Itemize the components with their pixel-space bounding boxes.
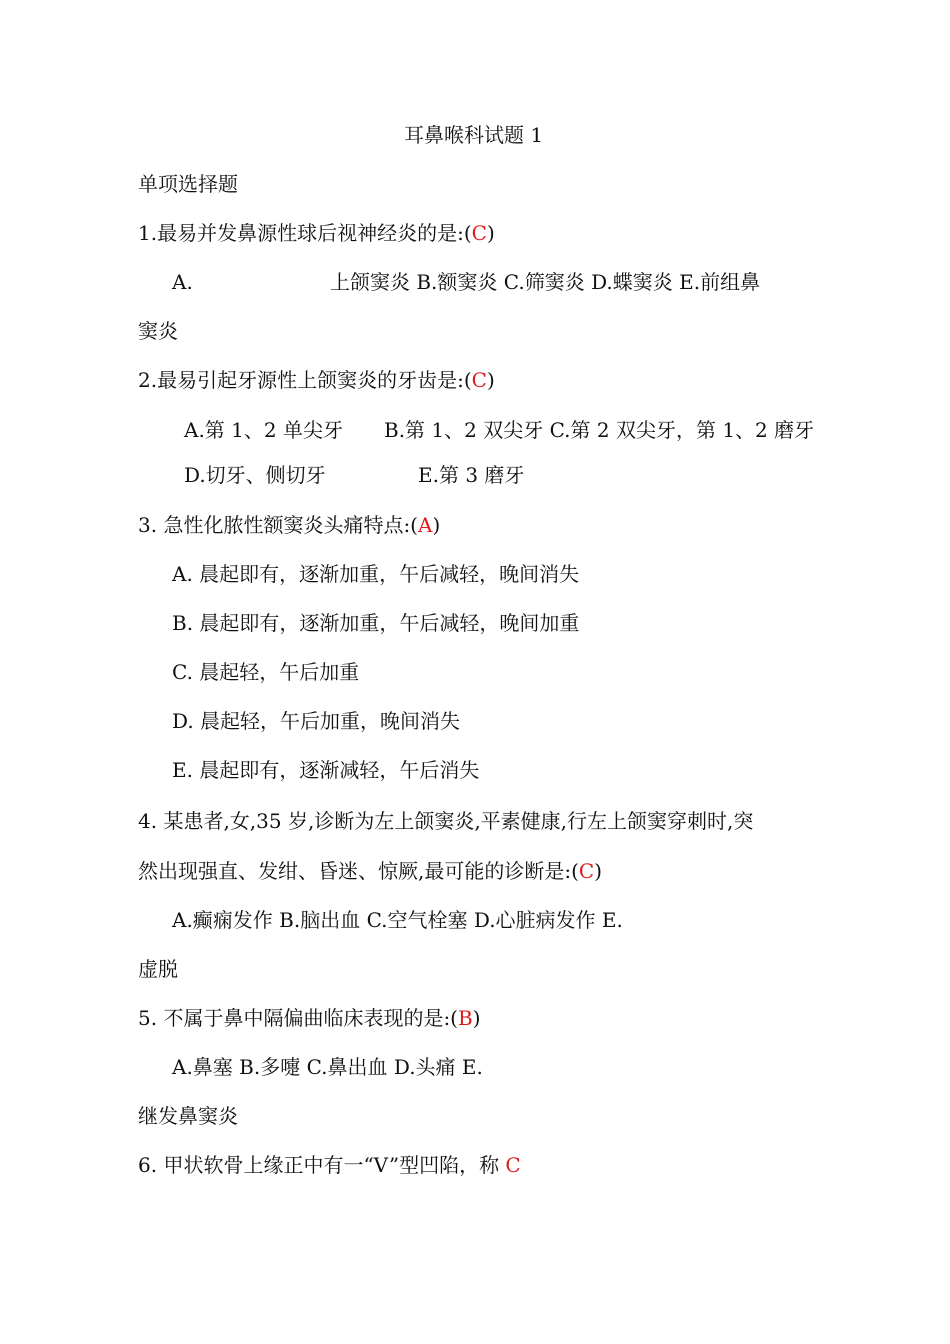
question-text: 然出现强直、发绀、昏迷、惊厥,最可能的诊断是:( [138, 859, 579, 883]
question-close: ) [486, 221, 495, 245]
question-3-option-e: E. 晨起即有，逐渐减轻，午后消失 [172, 758, 480, 782]
question-text: 6. 甲状软骨上缘正中有一“V”型凹陷，称 [138, 1153, 506, 1177]
question-text: 2.最易引起牙源性上颌窦炎的牙齿是:( [138, 368, 472, 392]
question-close: ) [472, 1006, 481, 1030]
question-4-options-wrap: 虚脱 [138, 957, 178, 981]
question-5 [138, 1004, 481, 1032]
question-text: 3. 急性化脓性额窦炎头痛特点:( [138, 513, 418, 537]
question-close: ) [486, 368, 495, 392]
question-3 [138, 511, 440, 539]
question-5-options-wrap: 继发鼻窦炎 [138, 1104, 238, 1128]
question-close: ) [432, 513, 441, 537]
question-text: 1.最易并发鼻源性球后视神经炎的是:( [138, 221, 472, 245]
question-2 [138, 366, 495, 394]
question-text: 5. 不属于鼻中隔偏曲临床表现的是:( [138, 1006, 458, 1030]
question-1-options: 上颌窦炎 B.额窦炎 C.筛窦炎 D.蝶窦炎 E.前组鼻 [330, 270, 761, 294]
question-1-options-wrap: 窦炎 [138, 319, 178, 343]
question-3-option-b: B. 晨起即有，逐渐加重，午后减轻，晚间加重 [172, 611, 580, 635]
question-5-options: A.鼻塞 B.多嚏 C.鼻出血 D.头痛 E. [172, 1055, 483, 1079]
question-6 [138, 1151, 521, 1179]
question-2-option-e: E.第 3 磨牙 [418, 463, 525, 487]
answer-mark: C [471, 368, 487, 392]
question-3-option-a: A. 晨起即有，逐渐加重，午后减轻，晚间消失 [172, 562, 580, 586]
question-4-line-1: 4. 某患者,女,35 岁,诊断为左上颌窦炎,平素健康,行左上颌窦穿刺时,突 [138, 809, 754, 833]
section-heading: 单项选择题 [138, 172, 238, 196]
question-2-option-bc [372, 419, 814, 441]
question-3-option-d: D. 晨起轻，午后加重，晚间消失 [172, 709, 461, 733]
option-text: B.第 1、2 双尖牙 C.第 2 双尖牙，第 1、2 磨牙 [384, 419, 815, 441]
answer-mark: C [505, 1153, 521, 1177]
question-2-option-d: D.切牙、侧切牙 [184, 463, 326, 487]
question-3-option-c: C. 晨起轻，午后加重 [172, 660, 360, 684]
question-4-options: A.癫痫发作 B.脑出血 C.空气栓塞 D.心脏病发作 E. [172, 908, 623, 932]
answer-mark: C [578, 859, 595, 883]
answer-mark: B [457, 1006, 473, 1030]
question-1 [138, 219, 495, 247]
answer-mark: C [471, 221, 487, 245]
question-2-option-a: A.第 1、2 单尖牙 [184, 418, 343, 442]
question-1-option-label: A. [172, 270, 193, 294]
page-title: 耳鼻喉科试题 1 [404, 123, 544, 147]
answer-mark: A [417, 513, 433, 537]
question-4-line-2 [138, 857, 602, 885]
question-close: ) [594, 859, 603, 883]
